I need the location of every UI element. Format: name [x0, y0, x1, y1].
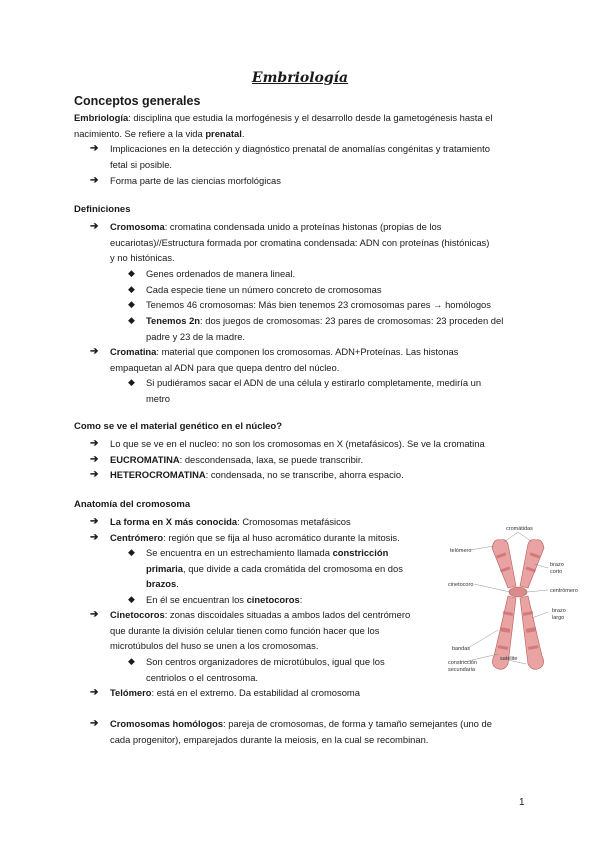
label-centromero: centrómero	[550, 588, 578, 594]
label-telomero: telómero	[450, 548, 472, 554]
bullet-nucleo: Lo que se ve en el nucleo: no son los cromosomas en X (metafásicos). Se ve la cromatina	[110, 438, 485, 449]
arrow-icon: ➔	[90, 532, 99, 543]
sub-metro: Si pudiéramos sacar el ADN de una célula y estirarlo completamente, mediría un metro	[146, 377, 482, 404]
bullet-implicaciones: Implicaciones en la detección y diagnóstico prenatal de anomalías congénitas y tratamiento fetal si posible.	[110, 143, 490, 170]
arrow-icon: ➔	[90, 454, 99, 465]
label-cinetocoro: cinetocoro	[448, 582, 474, 588]
heading-anatomia: Anatomía del cromosoma	[74, 499, 191, 510]
arrow-icon: ➔	[90, 438, 99, 449]
arrow-icon: ➔	[90, 609, 99, 620]
chromatid-lower-right	[520, 596, 544, 669]
arrow-icon: ➔	[90, 687, 99, 698]
heading-material: Como se ve el material genético en el núcleo?	[74, 421, 283, 432]
page-number: 1	[519, 797, 525, 808]
diamond-icon: ◆	[128, 656, 135, 666]
label-cromatidas: cromátidas	[506, 526, 533, 532]
bullet-homologos: Cromosomas homólogos: pareja de cromosomas, de forma y tamaño semejantes (uno de cada progenitor), emparejados durante la meiosis, en la cual se recombinan.	[110, 718, 492, 745]
diamond-icon: ◆	[128, 377, 135, 387]
label-brazo-corto-1: brazo	[550, 562, 564, 568]
heading-conceptos: Conceptos generales	[74, 94, 201, 108]
page-title: Embriología	[251, 70, 349, 86]
diamond-icon: ◆	[128, 547, 135, 557]
arrow-icon: ➔	[90, 221, 99, 232]
arrow-icon: ➔	[90, 516, 99, 527]
label-brazo-corto-2: corto	[550, 569, 563, 575]
heading-definiciones: Definiciones	[74, 204, 131, 215]
sub-constriccion: Se encuentra en un estrechamiento llamada constricción primaria, que divide a cada cromátida del cromosoma en dos brazos.	[146, 547, 403, 589]
term-embriologia: Embriología	[74, 112, 129, 123]
bullet-cinetocoros: Cinetocoros: zonas discoidales situadas a ambos lados del centrómero que durante la división celular tienen como función hacer que los microtúbulos del huso se unen a los cromosomas.	[110, 609, 411, 651]
sub-2n: Tenemos 2n: dos juegos de cromosomas: 23 pares de cromosomas: 23 proceden del padre y 23 de la madre.	[146, 315, 504, 342]
label-constriccion-1: constricción	[448, 660, 478, 666]
diamond-icon: ◆	[128, 284, 135, 294]
bullet-forma-x: La forma en X más conocida: Cromosomas metafásicos	[110, 516, 351, 527]
label-brazo-largo-2: largo	[552, 615, 565, 621]
chromosome-diagram	[448, 526, 588, 681]
arrow-icon: ➔	[90, 175, 99, 186]
diamond-icon: ◆	[128, 315, 135, 325]
diamond-icon: ◆	[128, 268, 135, 278]
arrow-icon: ➔	[90, 346, 99, 357]
centromere-shape	[509, 587, 527, 597]
label-bandas: bandas	[452, 646, 471, 652]
bullet-centromero: Centrómero: región que se fija al huso acromático durante la mitosis.	[110, 532, 400, 543]
sub-especie: Cada especie tiene un número concreto de cromosomas	[146, 284, 382, 295]
arrow-icon: ➔	[90, 718, 99, 729]
sub-centros: Son centros organizadores de microtúbulos, igual que los centriolos o el centrosoma.	[146, 656, 385, 683]
sub-46: Tenemos 46 cromosomas: Más bien tenemos 23 cromosomas pares → homólogos	[146, 299, 491, 310]
paragraph-embriologia: Embriología: disciplina que estudia la morfogénesis y el desarrollo desde la gametogénesis hasta el nacimiento. Se refiere a la vida prenatal.	[74, 112, 493, 139]
label-satelite: satélite	[500, 656, 518, 662]
label-brazo-largo-1: brazo	[552, 608, 566, 614]
label-constriccion-2: secundaria	[448, 667, 475, 673]
bullet-cromatina: Cromatina: material que componen los cromosomas. ADN+Proteínas. Las histonas empaquetan al ADN para que quepa dentro del núcleo.	[110, 346, 459, 373]
bullet-heterocromatina: HETEROCROMATINA: condensada, no se transcribe, ahorra espacio.	[110, 469, 404, 480]
sub-genes: Genes ordenados de manera lineal.	[146, 268, 296, 279]
sub-cinetocoros: En él se encuentran los cinetocoros:	[146, 594, 303, 605]
bullet-cromosoma: Cromosoma: cromatina condensada unido a proteínas histonas (propias de los eucariotas)//Estructura formada por cromatina condensada: ADN con proteínas (histónicas) y no histónicas.	[110, 221, 490, 263]
diamond-icon: ◆	[128, 594, 135, 604]
chromatid-upper-right	[520, 540, 544, 589]
bullet-eucromatina: EUCROMATINA: descondensada, laxa, se puede transcribir.	[110, 454, 364, 465]
diamond-icon: ◆	[128, 299, 135, 309]
bullet-telomero: Telómero: está en el extremo. Da estabilidad al cromosoma	[110, 687, 360, 698]
bullet-ciencias: Forma parte de las ciencias morfológicas	[110, 175, 281, 186]
arrow-icon: ➔	[90, 469, 99, 480]
arrow-icon: ➔	[90, 143, 99, 154]
chromatid-upper-left	[492, 540, 516, 589]
